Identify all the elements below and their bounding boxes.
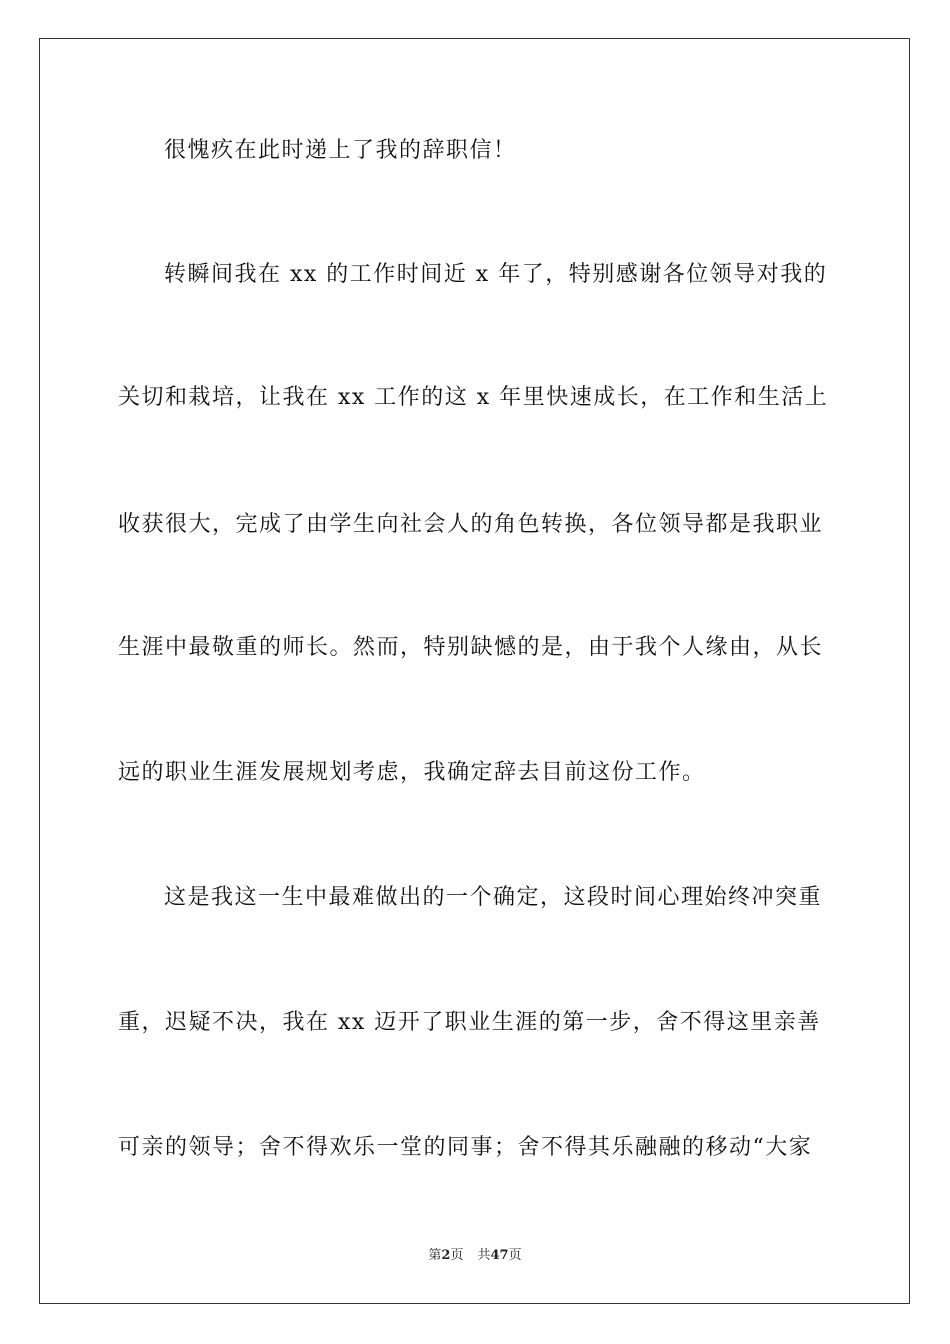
page-number: 2 <box>441 1248 451 1263</box>
total-pages: 47 <box>490 1248 509 1263</box>
total-prefix: 共 <box>477 1248 491 1263</box>
page-suffix: 页 <box>450 1248 464 1263</box>
page-footer <box>0 1247 950 1265</box>
page-prefix: 第 <box>428 1248 442 1263</box>
total-suffix: 页 <box>508 1248 522 1263</box>
page-frame <box>39 38 910 1304</box>
paragraph-line-3: 关切和栽培，让我在 xx 工作的这 x 年里快速成长，在工作和生活上 <box>118 385 829 410</box>
paragraph-line-9: 可亲的领导；舍不得欢乐一堂的同事；舍不得其乐融融的移动“大家 <box>118 1135 813 1160</box>
paragraph-line-7: 这是我这一生中最难做出的一个确定，这段时间心理始终冲突重 <box>164 885 823 910</box>
paragraph-line-1: 很愧疚在此时递上了我的辞职信！ <box>164 138 517 163</box>
paragraph-line-6: 远的职业生涯发展规划考虑，我确定辞去目前这份工作。 <box>118 760 706 785</box>
paragraph-line-5: 生涯中最敬重的师长。然而，特别缺憾的是，由于我个人缘由，从长 <box>118 635 824 660</box>
paragraph-line-8: 重，迟疑不决，我在 xx 迈开了职业生涯的第一步，舍不得这里亲善 <box>118 1010 821 1035</box>
paragraph-line-2: 转瞬间我在 xx 的工作时间近 x 年了，特别感谢各位领导对我的 <box>164 262 828 287</box>
paragraph-line-4: 收获很大，完成了由学生向社会人的角色转换，各位领导都是我职业 <box>118 512 824 537</box>
